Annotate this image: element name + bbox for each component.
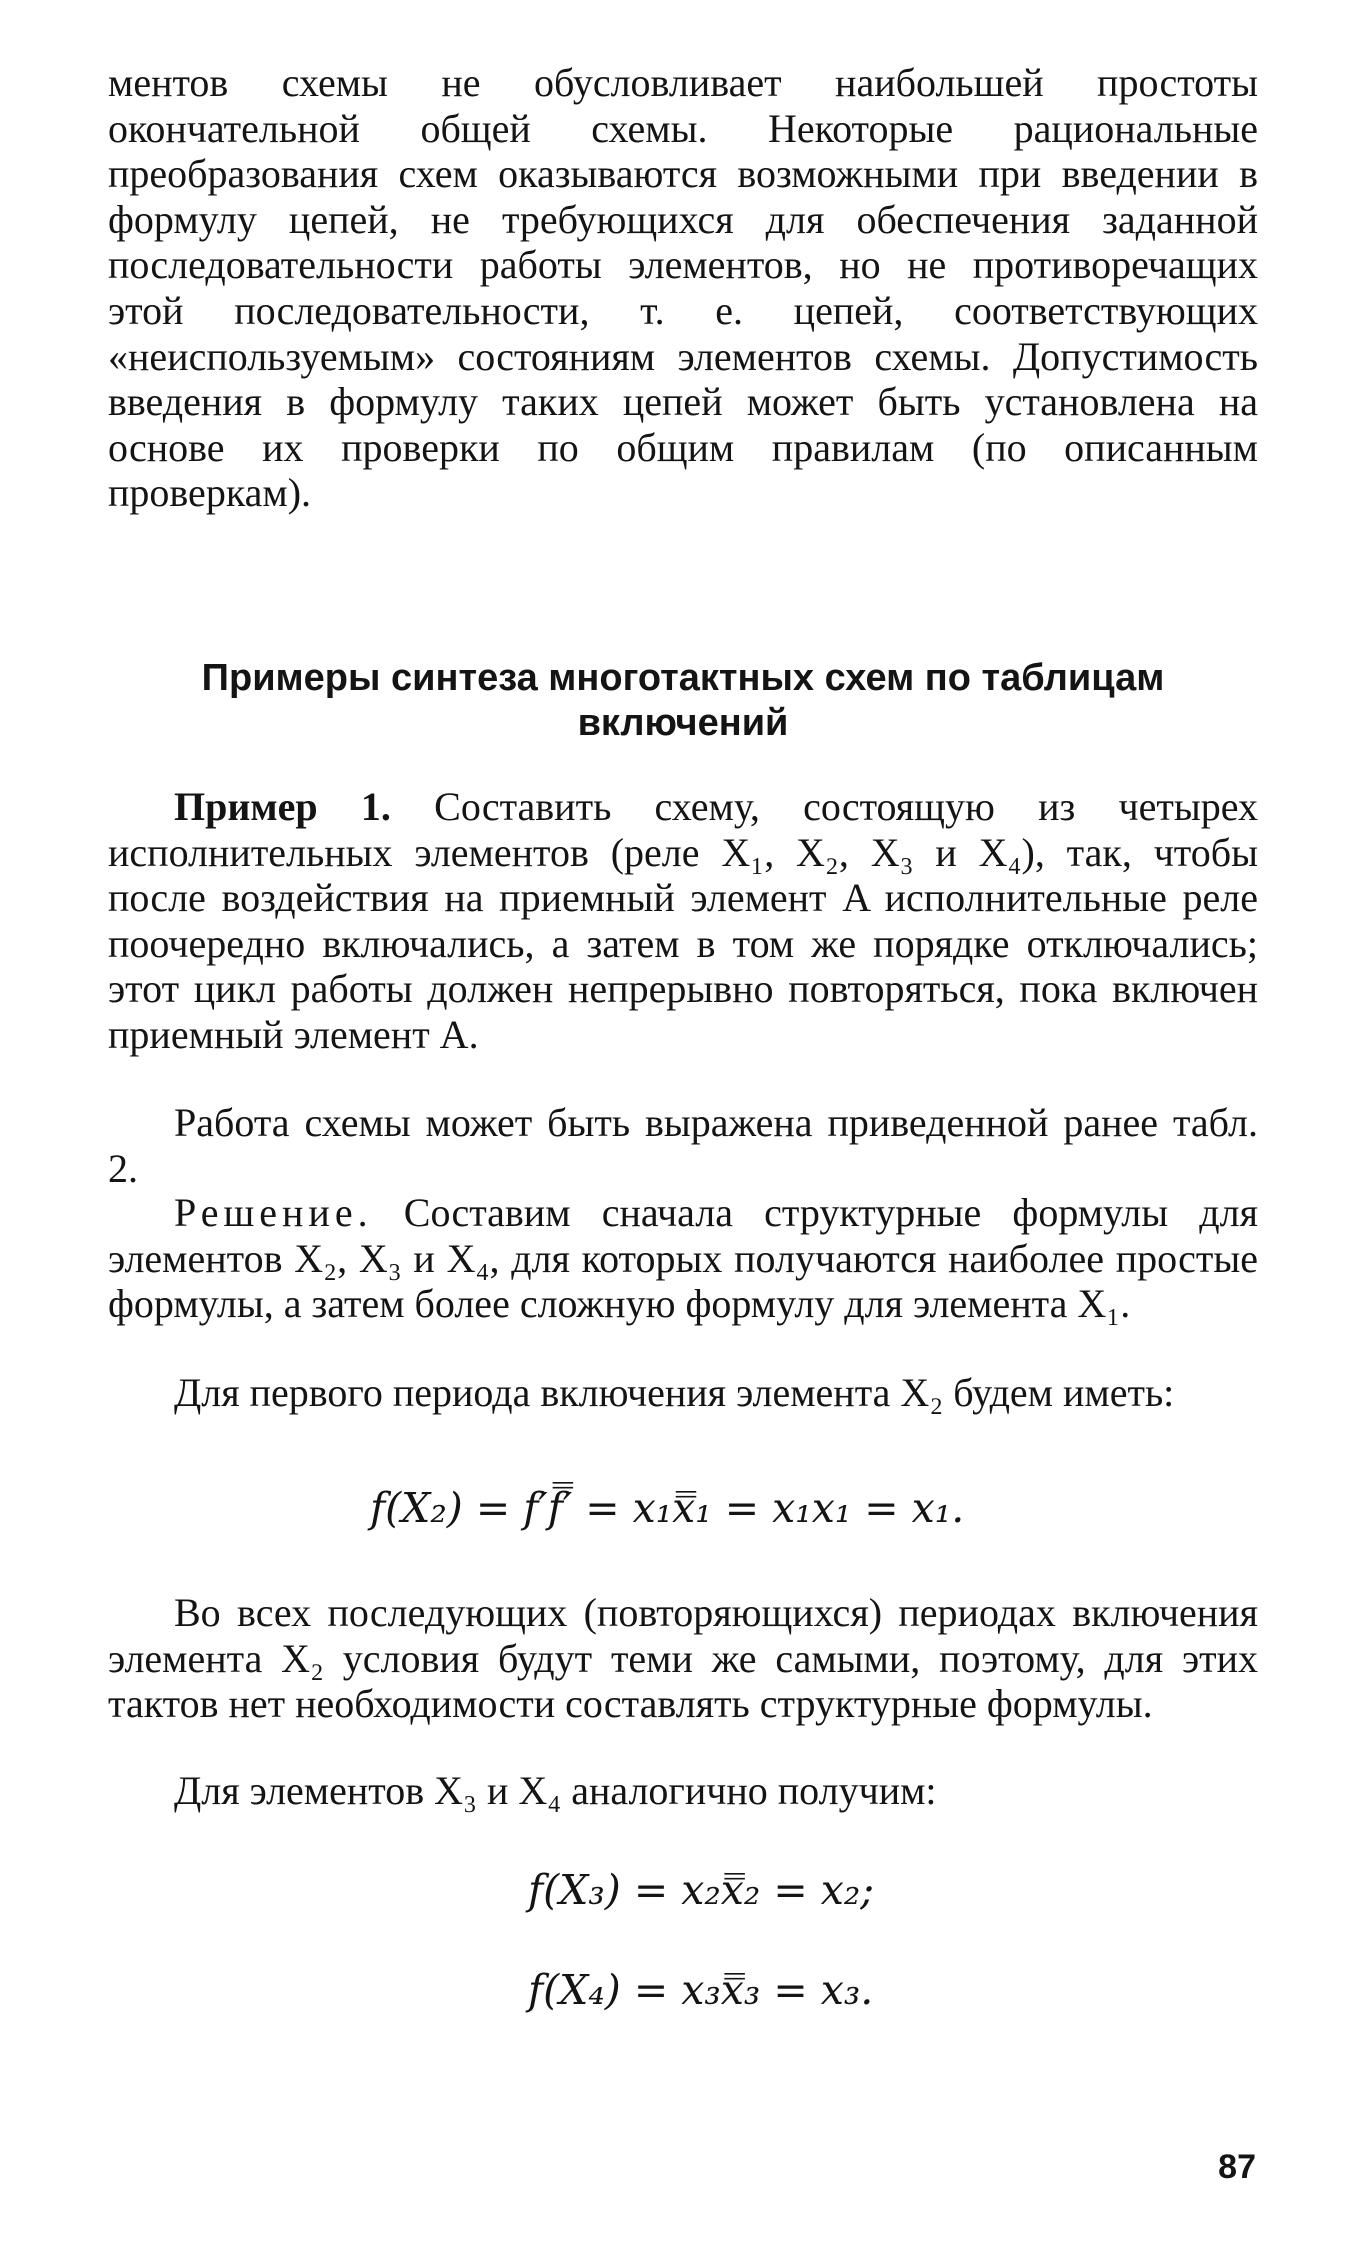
solution-label: Решение. [174, 1190, 373, 1235]
example-1-paragraph [108, 784, 1258, 1058]
first-period-paragraph: Для первого периода включения элемента X₂ будем иметь: [174, 1370, 1175, 1415]
solution-text: Составим сначала структурные формулы для элементов X₂, X₃ и X₄, для которых получаются наиболее простые формулы, а затем более сложную формулу для элемента X₁. [108, 1190, 1258, 1327]
example-label: Пример 1. [174, 784, 391, 829]
formula-x3: f(X₃) = x₂x̿₂ = x₂; [528, 1866, 875, 1914]
table-reference-paragraph: Работа схемы может быть выражена приведенной ранее табл. 2. [108, 1100, 1258, 1191]
example-text: Составить схему, состоящую из четырех исполнительных элементов (реле X₁, X₂, X₃ и X₄), так, чтобы после воздействия на приемный элемент A исполнительные реле поочередно включались, а затем в том же порядке отключались; этот цикл работы должен непрерывно повторяться, пока включен приемный элемент A. [108, 784, 1259, 1057]
paragraph-continuation: ментов схемы не обусловливает наибольшей простоты окончательной общей схемы. Некоторые рациональные преобразования схем оказываются возможными при введении в формулу цепей, не требующихся для обеспечения заданной последовательности работы элементов, но не противоречащих этой последовательности, т. е. цепей, соответствующих «неиспользуемым» состояниям элементов схемы. Допустимость введения в формулу таких цепей может быть установлена на основе их проверки по общим правилам (по описанным проверкам). [108, 60, 1258, 516]
solution-paragraph [108, 1190, 1258, 1327]
section-heading-line-2: включений [577, 702, 789, 744]
section-heading-line-1: Примеры синтеза многотактных схем по таблицам [201, 657, 1165, 699]
formula-x4: f(X₄) = x₃x̿₃ = x₃. [528, 1966, 874, 2014]
subsequent-periods-paragraph: Во всех последующих (повторяющихся) периодах включения элемента X₂ условия будут теми же самыми, поэтому, для этих тактов нет необходимости составлять структурные формулы. [108, 1590, 1258, 1727]
formula-x2: f(X₂) = f′f̿′ = x₁x̿₁ = x₁x₁ = x₁. [370, 1484, 965, 1532]
page-number: 87 [1218, 2148, 1256, 2186]
elements-x3-x4-paragraph: Для элементов X₃ и X₄ аналогично получим: [174, 1768, 937, 1813]
